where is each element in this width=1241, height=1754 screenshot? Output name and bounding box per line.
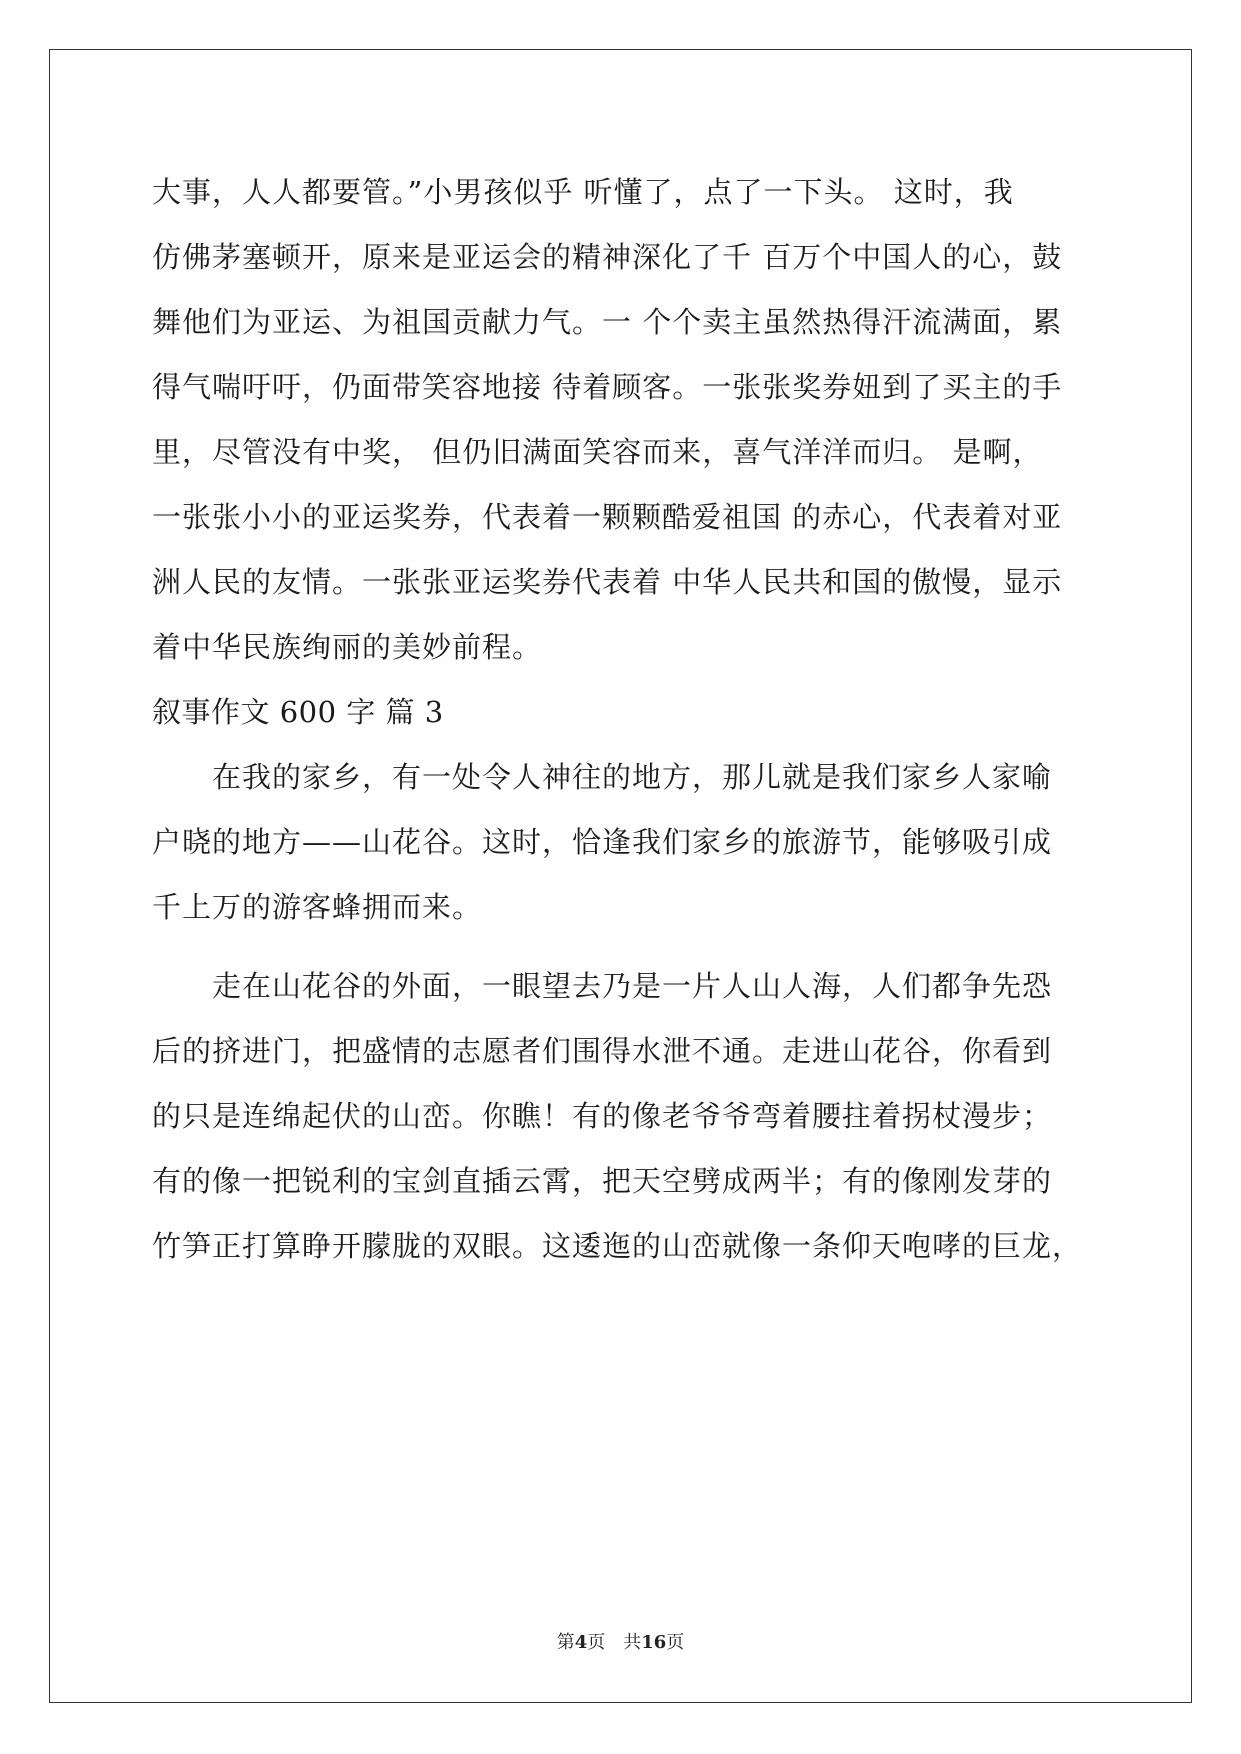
paragraph-line: 户晓的地方——山花谷。这时，恰逢我们家乡的旅游节，能够吸引成 [152, 825, 1053, 859]
paragraph-line: 有的像一把锐利的宝剑直插云霄，把天空劈成两半；有的像刚发芽的 [152, 1164, 1053, 1198]
paragraph-line: 在我的家乡，有一处令人神往的地方，那儿就是我们家乡人家喻 [212, 760, 1053, 794]
paragraph-line: 洲人民的友情。一张张亚运奖券代表着 中华人民共和国的傲慢，显示 [152, 565, 1063, 599]
page-label-suffix: 页 [587, 1632, 606, 1653]
paragraph-line: 着中华民族绚丽的美妙前程。 [152, 630, 543, 664]
total-page-count: 16 [641, 1632, 667, 1653]
page-footer [0, 1628, 1241, 1654]
section-heading: 叙事作文 600 字 篇 3 [152, 695, 444, 729]
paragraph-line: 一张张小小的亚运奖券，代表着一颗颗酷爱祖国 的赤心，代表着对亚 [152, 500, 1063, 534]
paragraph-gap [152, 940, 1092, 954]
paragraph-line: 走在山花谷的外面，一眼望去乃是一片人山人海，人们都争先恐 [212, 969, 1053, 1003]
paragraph-line: 竹笋正打算睁开朦胧的双眼。这逶迤的山峦就像一条仰天咆哮的巨龙， [152, 1229, 1083, 1263]
paragraph-line: 大事，人人都要管。”小男孩似乎 听懂了，点了一下头。 这时，我 [152, 175, 1014, 209]
paragraph-line: 舞他们为亚运、为祖国贡献力气。一 个个卖主虽然热得汗流满面，累 [152, 305, 1063, 339]
paragraph-line: 后的挤进门，把盛情的志愿者们围得水泄不通。走进山花谷，你看到 [152, 1034, 1053, 1068]
paragraph-3 [152, 954, 1092, 1279]
paragraph-1 [152, 160, 1092, 680]
current-page-number: 4 [574, 1632, 588, 1653]
total-label-prefix: 共 [623, 1632, 642, 1653]
page-label-prefix: 第 [556, 1632, 575, 1653]
paragraph-line: 的只是连绵起伏的山峦。你瞧！有的像老爷爷弯着腰拄着拐杖漫步； [152, 1099, 1053, 1133]
paragraph-line: 得气喘吁吁，仍面带笑容地接 待着顾客。一张张奖券妞到了买主的手 [152, 370, 1063, 404]
paragraph-line: 里，尽管没有中奖， 但仍旧满面笑容而来，喜气洋洋而归。 是啊， [152, 435, 1043, 469]
document-body [152, 160, 1092, 1279]
paragraph-line: 千上万的游客蜂拥而来。 [152, 890, 483, 924]
total-label-suffix: 页 [666, 1632, 685, 1653]
paragraph-line: 仿佛茅塞顿开，原来是亚运会的精神深化了千 百万个中国人的心，鼓 [152, 240, 1063, 274]
paragraph-2 [152, 745, 1092, 940]
